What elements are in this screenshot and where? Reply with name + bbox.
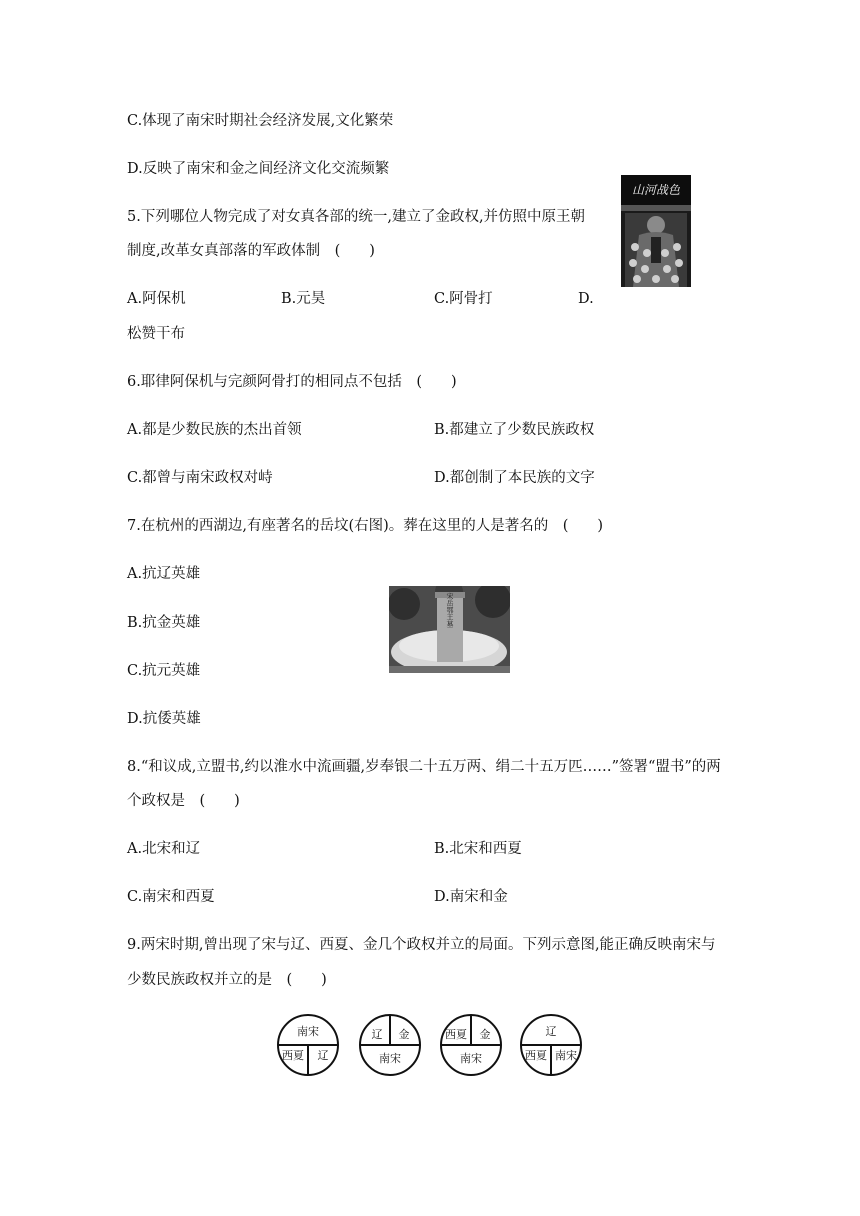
diagram4-bottom-left-label: 西夏 <box>525 1049 547 1062</box>
q7-option-b: B.抗金英雄 <box>127 615 201 631</box>
q6-stem: 6.耶律阿保机与完颜阿骨打的相同点不包括 ( ) <box>127 374 457 390</box>
diagram3-bottom-label: 南宋 <box>460 1052 482 1065</box>
diagram2-top-right-label: 金 <box>398 1028 410 1041</box>
q9-diagram-1 <box>276 1013 340 1077</box>
q8-stem-line2: 个政权是 ( ) <box>127 793 240 809</box>
q8-option-d: D.南宋和金 <box>434 889 508 905</box>
q8-stem-line1: 8.“和议成,立盟书,约以淮水中流画疆,岁奉银二十五万两、绢二十五万匹……”签署“盟书”的两 <box>127 759 721 775</box>
q5-option-b: B.元昊 <box>281 291 326 307</box>
diagram4-bottom-right-label: 南宋 <box>555 1049 577 1062</box>
q7-option-d: D.抗倭英雄 <box>127 711 201 727</box>
diagram1-top-label: 南宋 <box>297 1025 319 1038</box>
portrait-caption: 山河战色 <box>631 183 681 197</box>
diagram1-bottom-left-label: 西夏 <box>282 1049 304 1062</box>
q5-option-d: D. <box>578 291 594 307</box>
q5-stem-line2: 制度,改革女真部落的军政体制 ( ) <box>127 243 375 259</box>
q5-option-a: A.阿保机 <box>127 291 186 307</box>
q6-option-b: B.都建立了少数民族政权 <box>434 422 595 438</box>
q5-stem-line1: 5.下列哪位人物完成了对女真各部的统一,建立了金政权,并仿照中原王朝 <box>127 209 586 225</box>
q4-option-c: C.体现了南宋时期社会经济发展,文化繁荣 <box>127 113 394 129</box>
q8-option-a: A.北宋和辽 <box>127 841 201 857</box>
q7-option-c: C.抗元英雄 <box>127 663 201 679</box>
q6-option-c: C.都曾与南宋政权对峙 <box>127 470 273 486</box>
diagram3-top-right-label: 金 <box>479 1028 491 1041</box>
tomb-stone-inscription: 宋岳鄂王墓 <box>446 592 454 628</box>
q8-option-b: B.北宋和西夏 <box>434 841 522 857</box>
q9-diagram-2 <box>358 1013 422 1077</box>
q9-diagram-3 <box>439 1013 503 1077</box>
q9-stem-line2: 少数民族政权并立的是 ( ) <box>127 972 327 988</box>
q4-option-d: D.反映了南宋和金之间经济文化交流频繁 <box>127 161 390 177</box>
diagram1-bottom-right-label: 辽 <box>317 1049 329 1062</box>
diagram2-bottom-label: 南宋 <box>379 1052 401 1065</box>
q9-stem-line1: 9.两宋时期,曾出现了宋与辽、西夏、金几个政权并立的局面。下列示意图,能正确反映南宋与 <box>127 937 716 953</box>
q8-option-c: C.南宋和西夏 <box>127 889 215 905</box>
q5-option-d-continued: 松赞干布 <box>127 326 185 342</box>
aguda-portrait-image <box>621 175 691 287</box>
yue-fei-tomb-photo <box>389 586 510 673</box>
q6-option-a: A.都是少数民族的杰出首领 <box>127 422 302 438</box>
q6-option-d: D.都创制了本民族的文字 <box>434 470 595 486</box>
q9-diagram-4 <box>519 1013 583 1077</box>
q5-option-c: C.阿骨打 <box>434 291 493 307</box>
diagram4-top-label: 辽 <box>545 1025 557 1038</box>
q7-stem: 7.在杭州的西湖边,有座著名的岳坟(右图)。葬在这里的人是著名的 ( ) <box>127 518 604 534</box>
q7-option-a: A.抗辽英雄 <box>127 566 201 582</box>
diagram2-top-left-label: 辽 <box>371 1028 383 1041</box>
diagram3-top-left-label: 西夏 <box>445 1028 467 1041</box>
